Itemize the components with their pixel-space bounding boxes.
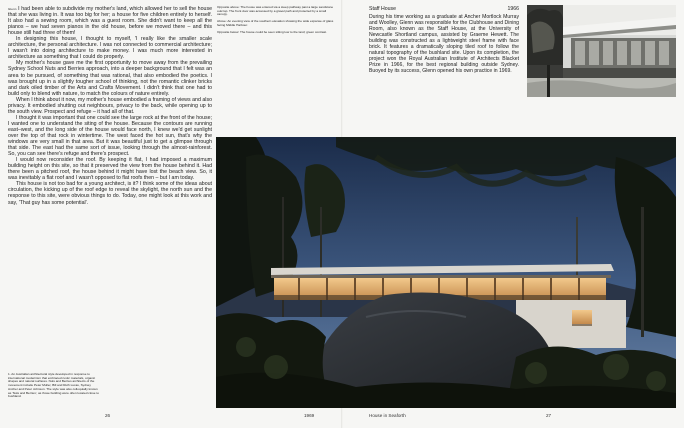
photo-captions xyxy=(217,6,335,37)
caption-1: Opposite above: The house was entered via a steep pathway past a large sandstone outcrop. The front door was accessed by a gravel path and protected by a small canopy. xyxy=(217,5,334,17)
left-page-body xyxy=(8,6,212,206)
page-number-left: 26 xyxy=(105,413,111,418)
caption-2: Above: An evening view of the southern elevation showing the wide expanse of glass facing Middle Harbour. xyxy=(217,19,334,27)
staff-house-image xyxy=(527,5,676,97)
project-date: 1966 xyxy=(507,6,519,12)
seaforth-house-image xyxy=(216,137,676,408)
project-heading xyxy=(369,6,519,12)
staff-house-photo xyxy=(527,5,676,97)
page-number-right: 27 xyxy=(546,413,552,418)
speaker-tag: Glenn xyxy=(8,7,17,11)
paragraph-1 xyxy=(8,6,212,36)
paragraph-5: I thought it was important that one could see the large rock at the front of the house; I wanted one to understand the siting of the house. Because the contours are running east–west, and the long side of the house would face north, I knew we'd get sunlight over the top of that rock in wintertime. The west faced the hot sun, that's why the windows are very small in that area. But it was beautiful just to get a glimpse through that side. The east had the same sort of issue, looking through the almost-rainforest. So, you can see there's refuge and there's prospect. xyxy=(8,114,212,158)
paragraph-4: When I think about it now, my mother's house embodied a framing of views and also privacy. It embodied shutting out neighbours, privacy to the back, while opening up to the south view. Prospect and refuge – it had all of that. xyxy=(8,96,212,115)
footnote: 1. An Australian architectural style developed in response to international modernism that embraced rustic materials, organic shapes and natural surfaces. Nuts and Berries architects of the movement include Peter Muller, Bill and Ruth Lucas, Sydney Ancher and Peter Johnson. The style was also colloquially known as 'Nuts and Berries', as those building were often located close to bushland. xyxy=(8,372,99,399)
project-title: Staff House xyxy=(369,6,397,12)
paragraph-text: I had been able to subdivide my mother's land, which allowed her to sell the house that she was living in. It was too big for her; a house for five children entirely to herself. It also had a sewing room, which was a guest room. She didn't want to keep all the pianos – we had seven pianos in the old house, before we moved there – and this house still had three of them! xyxy=(8,6,212,37)
paragraph-6: I would now reconsider the roof. By keeping it flat, I had imposed a maximum building height on this site, so that it preserved the view from the house behind it. Had there been a pitched roof, the house behind it might have lost the beach view. So, it was inevitably a flat roof and I wasn't opposed to flat roofs then – but I am today. xyxy=(8,157,212,182)
description-text: During his time working as a graduate at Ancher Mortlock Murray and Woolley, Glenn was responsible for the Clubhouse and Dining Room, also known as the Staff House, at the University of Newcastle Shortland campus, assisted by Graeme Hewett. The building was constructed as a lightweight steel frame with face brick. It features a dramatically sloping tiled roof to follow the natural topography of the bushland site. Upon its completion, the project won the Royal Australian Institute of Architects Blacket Prize in 1966, for the best regional building outside Sydney. Buoyed by its success, Glenn opened his own practice in 1969. xyxy=(369,14,519,74)
project-description xyxy=(369,14,519,74)
caption-3: Opposite below: The house could be seen sitting low to the land; green contrast. xyxy=(217,29,327,34)
footer-title: House in Seaforth xyxy=(369,413,406,418)
paragraph-3: My mother's house gave me the first opportunity to move away from the prevailing Sydney School Nuts and Berries approach, into a deeper background that I felt was an area to be pursued, of something that was rational, that also embodied the poetics. I was brought up in a slightly tougher school of thinking, not the romantic clinker bricks and dark oiled timber of the Arts and Crafts Movement. I didn't think that one had to build only to blend with nature, to match the colours of nature entirely. xyxy=(8,60,212,97)
footer-year: 1969 xyxy=(304,413,315,418)
seaforth-house-photo xyxy=(216,137,676,408)
paragraph-2: In designing this house, I thought to myself, 'I really like the smaller scale architecture, the personal architecture. I was not connected to commercial architecture; I wasn't into doing architecture to make money. I was much more interested in architecture as something that I could do properly. xyxy=(8,36,212,61)
paragraph-7: This house is not too bad for a young architect, is it? I think some of the ideas about circulation, the kicking up of the roof edge to reveal the skylight, the north sun and the response to this site, were obvious things to do. Today, one might look at this work and say, 'That guy has some potential'. xyxy=(8,181,212,206)
